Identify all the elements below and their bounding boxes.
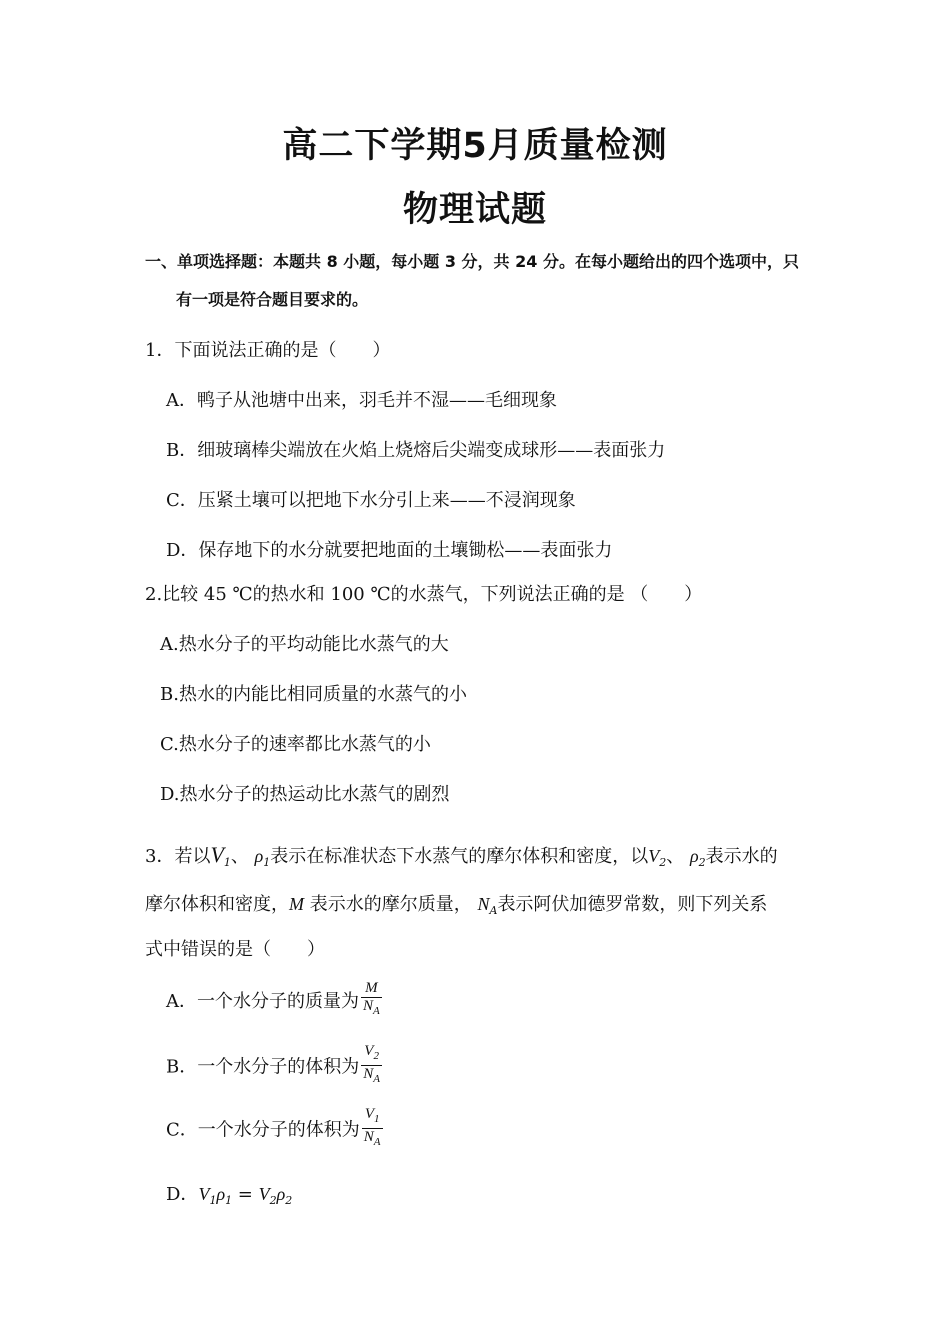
subscript: 2	[285, 1194, 293, 1207]
page-subtitle: 物理试题	[402, 190, 547, 230]
subscript: A	[489, 904, 498, 917]
equals-sign: =	[232, 1184, 259, 1205]
symbol-rho: ρ	[690, 846, 699, 866]
q3-stem-text: 表示水的	[705, 846, 778, 867]
q2-option-b: B.热水的内能比相同质量的水蒸气的小	[160, 684, 467, 705]
q2-option-a: A.热水分子的平均动能比水蒸气的大	[160, 634, 449, 655]
q2-stem: 2.比较 45 ℃的热水和 100 ℃的水蒸气，下列说法正确的是 （ ）	[145, 584, 703, 605]
symbol-rho: ρ	[216, 1184, 226, 1204]
q3-option-d	[166, 1180, 292, 1207]
denominator: $N_A$	[363, 1066, 380, 1085]
symbol-v: V	[648, 846, 660, 866]
q3-option-b-text: B．一个水分子的体积为	[166, 1056, 360, 1078]
q1-option-a: A．鸭子从池塘中出来，羽毛并不湿——毛细现象	[166, 390, 557, 411]
symbol-n: N	[477, 894, 490, 914]
q3-stem-line1	[145, 842, 778, 869]
subscript: 1	[209, 1194, 217, 1207]
symbol-v: V	[198, 1184, 210, 1204]
numerator: M	[361, 980, 382, 998]
q3-stem-text: 3．若以	[145, 846, 211, 867]
numerator: $V_1$	[362, 1106, 383, 1129]
q3-stem-text: 表示水的摩尔质量，	[304, 894, 472, 915]
symbol-rho: ρ	[276, 1184, 286, 1204]
q3-option-b	[166, 1043, 382, 1088]
fraction	[361, 980, 382, 1020]
denominator: $N_A$	[363, 998, 380, 1017]
q2-option-d: D.热水分子的热运动比水蒸气的剧烈	[160, 784, 450, 805]
fraction	[362, 1106, 383, 1151]
q3-stem-text: 表示在标准状态下水蒸气的摩尔体积和密度，以	[270, 846, 649, 867]
q3-stem-text: 、	[230, 846, 249, 867]
numerator: $V_2$	[361, 1043, 382, 1066]
q3-stem-line2	[145, 890, 767, 917]
symbol-v: V	[258, 1184, 270, 1204]
fraction	[361, 1043, 382, 1088]
q1-option-c: C．压紧土壤可以把地下水分引上来——不浸润现象	[166, 490, 576, 511]
q3-option-a	[166, 980, 382, 1020]
subscript: 2	[269, 1194, 277, 1207]
q3-option-c-text: C．一个水分子的体积为	[166, 1119, 360, 1141]
q3-stem-line3: 式中错误的是（ ）	[145, 939, 325, 960]
subscript: 2	[659, 856, 667, 869]
q3-stem-text: 、	[666, 846, 685, 867]
subscript: 2	[698, 856, 706, 869]
subscript: 1	[223, 856, 231, 869]
q3-option-a-text: A．一个水分子的质量为	[166, 991, 359, 1012]
subscript: 1	[263, 856, 271, 869]
q1-stem: 1．下面说法正确的是（ ）	[145, 340, 391, 361]
subscript: 1	[225, 1194, 233, 1207]
q2-option-c: C.热水分子的速率都比水蒸气的小	[160, 734, 431, 755]
q3-stem-text: 表示阿伏加德罗常数，则下列关系	[497, 894, 768, 915]
symbol-m: M	[289, 894, 304, 914]
symbol-v: V	[210, 842, 224, 867]
q3-option-d-label: D．	[166, 1184, 199, 1205]
q1-option-b: B．细玻璃棒尖端放在火焰上烧熔后尖端变成球形——表面张力	[166, 440, 666, 461]
q1-option-d: D．保存地下的水分就要把地面的土壤锄松——表面张力	[166, 540, 613, 561]
page-title: 高二下学期5月质量检测	[282, 126, 668, 166]
symbol-rho: ρ	[254, 846, 264, 866]
q3-option-c	[166, 1106, 383, 1151]
section-heading-line2: 有一项是符合题目要求的。	[176, 290, 369, 309]
section-heading-line1: 一、单项选择题：本题共 8 小题，每小题 3 分，共 24 分。在每小题给出的四个选项中，只	[145, 252, 799, 271]
q3-stem-text: 摩尔体积和密度，	[145, 894, 289, 915]
denominator: $N_A$	[363, 1129, 381, 1148]
